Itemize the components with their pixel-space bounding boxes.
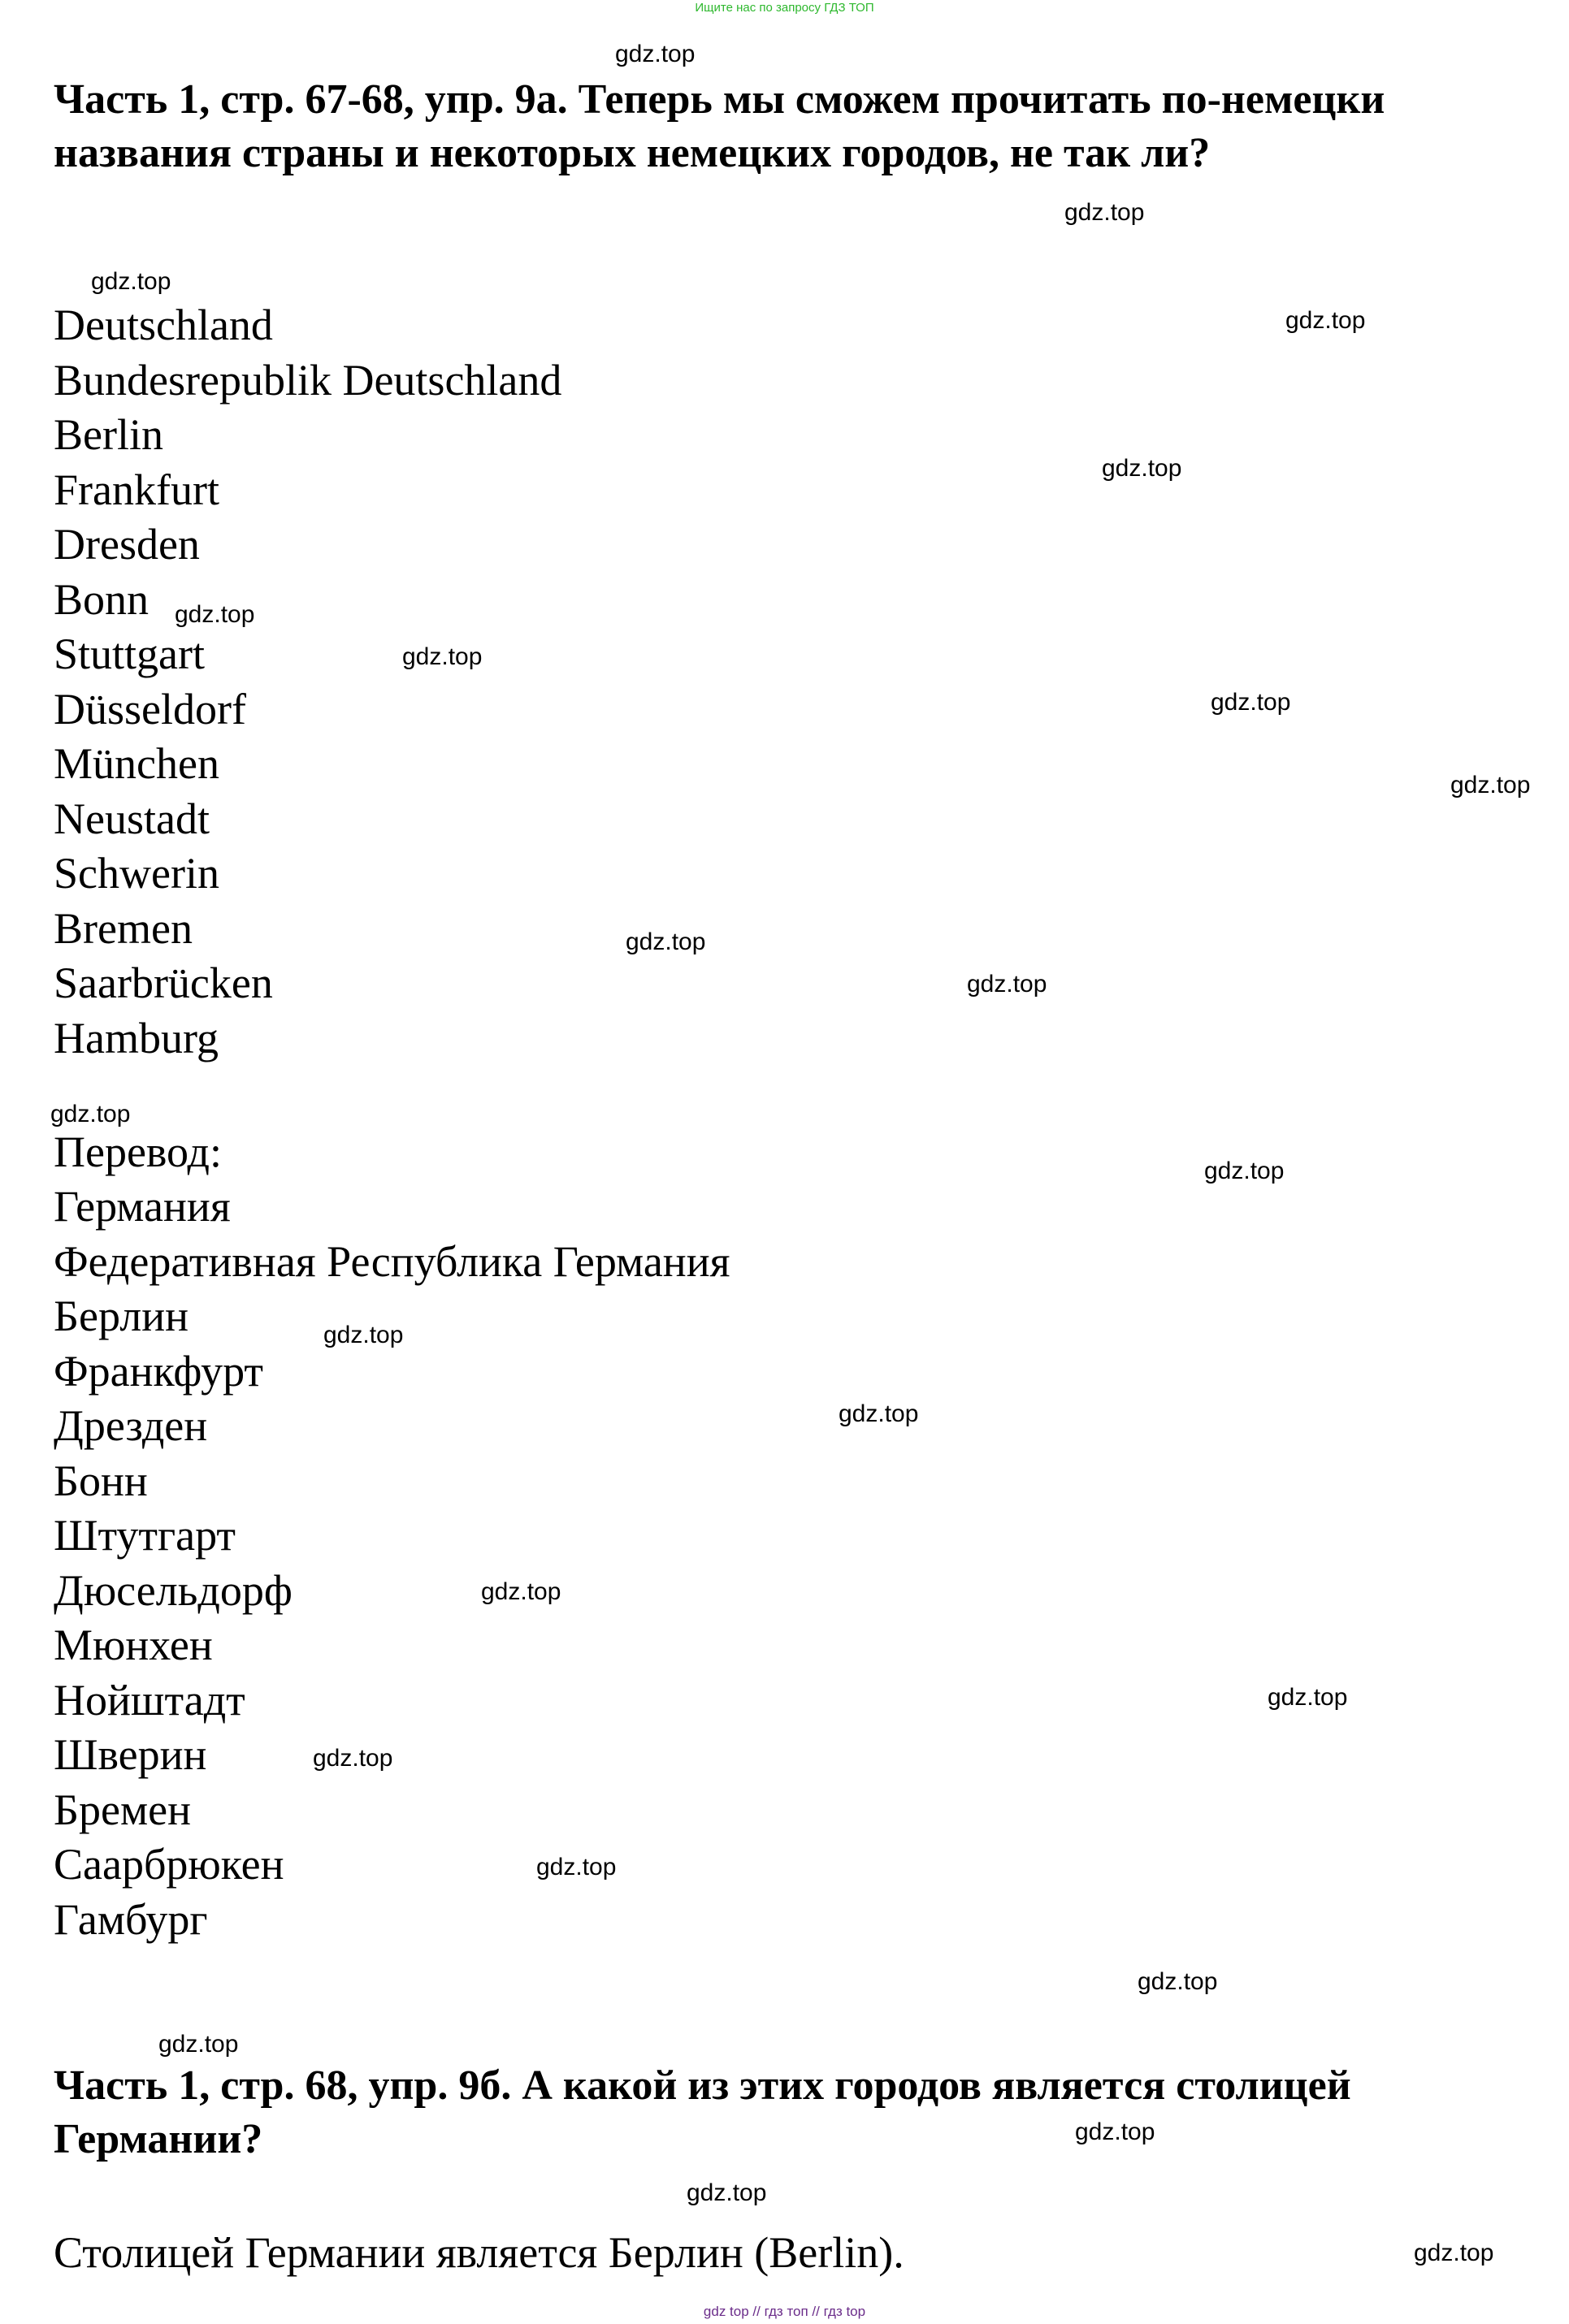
- russian-name-item: Берлин: [54, 1292, 189, 1340]
- watermark: gdz.top: [1075, 2118, 1155, 2145]
- watermark: gdz.top: [615, 41, 696, 67]
- russian-name-item: Дюсельдорф: [54, 1565, 293, 1615]
- watermark: gdz.top: [536, 1854, 617, 1880]
- russian-name-item: Мюнхен: [54, 1621, 213, 1669]
- russian-name-item: Нойштадт: [54, 1675, 245, 1725]
- watermark: gdz.top: [839, 1400, 919, 1427]
- russian-name-item: Шверин: [54, 1730, 207, 1779]
- watermark: gdz.top: [158, 2031, 239, 2058]
- watermark: gdz.top: [1064, 199, 1145, 226]
- german-name-item: Neustadt: [54, 794, 210, 843]
- exercise-9b-answer: Столицей Германии является Берлин (Berlin).: [54, 2228, 904, 2277]
- german-name-item: Berlin: [54, 410, 163, 459]
- watermark: gdz.top: [1211, 689, 1291, 716]
- russian-name-item: Франкфурт: [54, 1346, 263, 1396]
- watermark: gdz.top: [967, 971, 1047, 998]
- german-name-item: Bremen: [54, 903, 193, 953]
- top-banner[interactable]: Ищите нас по запросу ГДЗ ТОП: [695, 1, 874, 15]
- watermark: gdz.top: [50, 1101, 131, 1127]
- german-name-item: München: [54, 739, 219, 788]
- watermark: gdz.top: [1138, 1968, 1218, 1995]
- german-name-item: Dresden: [54, 520, 200, 569]
- translation-label: Перевод:: [54, 1127, 222, 1176]
- russian-name-item: Федеративная Республика Германия: [54, 1236, 730, 1286]
- watermark: gdz.top: [1204, 1158, 1285, 1184]
- german-name-item: Hamburg: [54, 1013, 219, 1062]
- russian-name-item: Германия: [54, 1182, 231, 1231]
- russian-name-item: Штутгарт: [54, 1511, 236, 1560]
- russian-name-item: Бонн: [54, 1456, 148, 1505]
- watermark: gdz.top: [91, 268, 171, 295]
- exercise-9a-title: Часть 1, стр. 67-68, упр. 9а. Теперь мы сможем прочитать по-немецки названия страны и некоторых немецких городов, не так ли?: [54, 76, 1385, 176]
- exercise-9b-title: Часть 1, стр. 68, упр. 9б. А какой из этих городов является столицей Германии?: [54, 2062, 1351, 2162]
- watermark: gdz.top: [313, 1745, 393, 1772]
- watermark: gdz.top: [402, 643, 483, 670]
- footer-links[interactable]: gdz top // гдз топ // гдз top: [703, 2304, 866, 2319]
- russian-name-item: Бремен: [54, 1785, 192, 1834]
- german-name-item: Saarbrücken: [54, 959, 273, 1007]
- german-name-item: Deutschland: [54, 301, 273, 349]
- watermark: gdz.top: [1268, 1684, 1348, 1711]
- german-name-item: Düsseldorf: [54, 684, 246, 734]
- watermark: gdz.top: [626, 928, 706, 955]
- watermark: gdz.top: [175, 601, 255, 628]
- watermark: gdz.top: [481, 1578, 561, 1605]
- german-name-item: Bundesrepublik Deutschland: [54, 355, 562, 405]
- russian-names-list: [54, 1179, 730, 1947]
- russian-name-item: Дрезден: [54, 1401, 208, 1450]
- watermark: gdz.top: [323, 1322, 404, 1348]
- german-names-list: [54, 298, 561, 1066]
- watermark: gdz.top: [1102, 455, 1182, 482]
- watermark: gdz.top: [1450, 772, 1531, 798]
- russian-name-item: Гамбург: [54, 1894, 208, 1944]
- russian-name-item: Саарбрюкен: [54, 1840, 284, 1889]
- watermark: gdz.top: [1414, 2240, 1494, 2266]
- watermark: gdz.top: [1285, 307, 1366, 334]
- german-name-item: Schwerin: [54, 849, 219, 898]
- german-name-item: Stuttgart: [54, 630, 205, 678]
- watermark: gdz.top: [687, 2179, 767, 2206]
- german-name-item: Frankfurt: [54, 465, 219, 514]
- german-name-item: Bonn: [54, 574, 150, 624]
